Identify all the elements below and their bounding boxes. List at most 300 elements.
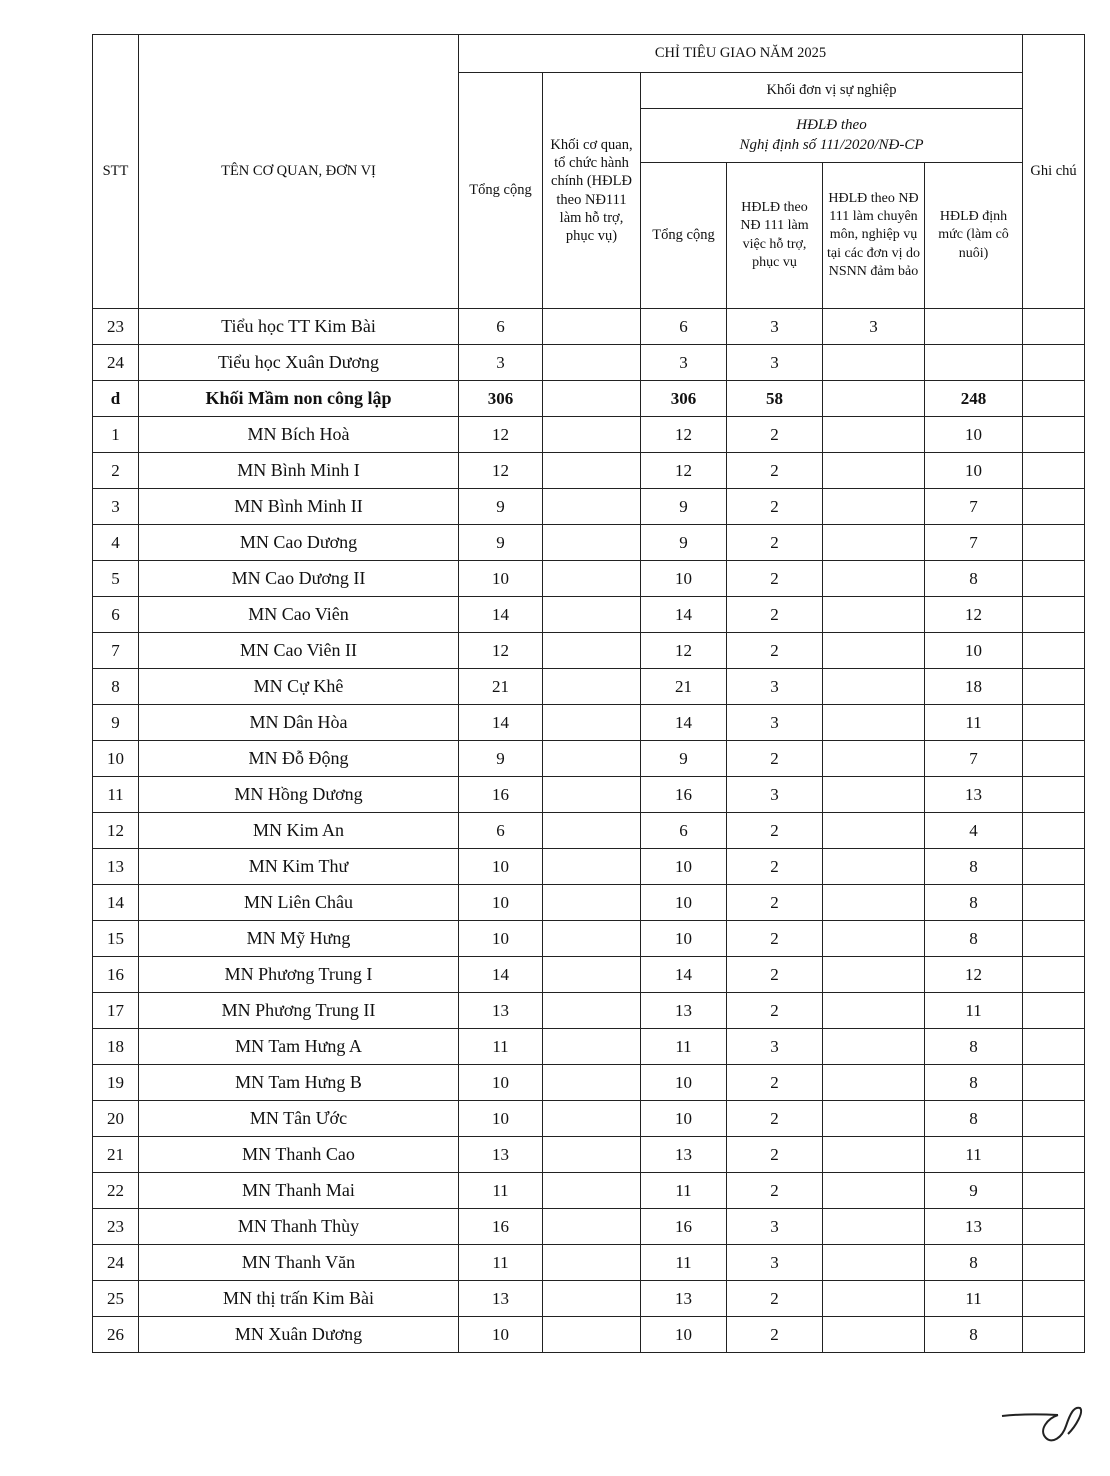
note-cell (1023, 1281, 1085, 1317)
support-cell: 2 (727, 417, 823, 453)
sub-total-cell: 10 (641, 561, 727, 597)
support-cell: 2 (727, 921, 823, 957)
admin-cell (543, 1101, 641, 1137)
sub-total-cell: 11 (641, 1245, 727, 1281)
unit-name-cell: MN Kim An (139, 813, 459, 849)
note-cell (1023, 921, 1085, 957)
note-cell (1023, 957, 1085, 993)
table-row (93, 1245, 1085, 1281)
stt-cell: 18 (93, 1029, 139, 1065)
total-cell: 12 (459, 453, 543, 489)
norm-cell: 9 (925, 1173, 1023, 1209)
total-cell: 10 (459, 1317, 543, 1353)
total-cell: 13 (459, 1137, 543, 1173)
support-cell: 2 (727, 633, 823, 669)
stt-cell: 6 (93, 597, 139, 633)
total-cell: 14 (459, 705, 543, 741)
norm-cell: 8 (925, 561, 1023, 597)
unit-name-cell: MN Thanh Mai (139, 1173, 459, 1209)
support-cell: 2 (727, 885, 823, 921)
signature-mark (1000, 1400, 1090, 1450)
header-admin-block: Khối cơ quan, tổ chức hành chính (HĐLĐ theo NĐ111 làm hỗ trợ, phục vụ) (543, 73, 641, 309)
admin-cell (543, 669, 641, 705)
unit-name-cell: MN Xuân Dương (139, 1317, 459, 1353)
note-cell (1023, 813, 1085, 849)
header-sub-total: Tổng cộng (641, 163, 727, 309)
stt-cell: 23 (93, 309, 139, 345)
support-cell: 2 (727, 1281, 823, 1317)
note-cell (1023, 309, 1085, 345)
note-cell (1023, 1245, 1085, 1281)
note-cell (1023, 417, 1085, 453)
note-cell (1023, 525, 1085, 561)
admin-cell (543, 885, 641, 921)
header-total: Tổng cộng (459, 73, 543, 309)
unit-name-cell: Tiểu học Xuân Dương (139, 345, 459, 381)
unit-name-cell: MN Đỗ Động (139, 741, 459, 777)
table-row (93, 525, 1085, 561)
norm-cell: 11 (925, 1281, 1023, 1317)
stt-cell: 26 (93, 1317, 139, 1353)
support-cell: 2 (727, 597, 823, 633)
sub-total-cell: 16 (641, 777, 727, 813)
professional-cell (823, 345, 925, 381)
note-cell (1023, 1137, 1085, 1173)
unit-name-cell: MN Bình Minh I (139, 453, 459, 489)
table-header (93, 35, 1085, 309)
table-row (93, 993, 1085, 1029)
note-cell (1023, 669, 1085, 705)
support-cell: 2 (727, 813, 823, 849)
table-row (93, 777, 1085, 813)
unit-name-cell: MN Bình Minh II (139, 489, 459, 525)
staffing-quota-table (92, 34, 1085, 1353)
unit-name-cell: MN Cao Viên II (139, 633, 459, 669)
table-row (93, 813, 1085, 849)
professional-cell (823, 381, 925, 417)
total-cell: 6 (459, 813, 543, 849)
professional-cell (823, 1065, 925, 1101)
header-hdld-line2: Nghị định số 111/2020/NĐ-CP (739, 136, 924, 153)
sub-total-cell: 10 (641, 1101, 727, 1137)
support-cell: 2 (727, 1065, 823, 1101)
total-cell: 10 (459, 1101, 543, 1137)
support-cell: 2 (727, 957, 823, 993)
admin-cell (543, 1029, 641, 1065)
professional-cell (823, 453, 925, 489)
table-row (93, 1317, 1085, 1353)
stt-cell: 21 (93, 1137, 139, 1173)
norm-cell: 8 (925, 849, 1023, 885)
admin-cell (543, 849, 641, 885)
admin-cell (543, 309, 641, 345)
support-cell: 2 (727, 525, 823, 561)
unit-name-cell: MN Phương Trung II (139, 993, 459, 1029)
norm-cell: 8 (925, 921, 1023, 957)
table-row (93, 705, 1085, 741)
unit-name-cell: MN Hồng Dương (139, 777, 459, 813)
norm-cell: 10 (925, 633, 1023, 669)
note-cell (1023, 345, 1085, 381)
note-cell (1023, 381, 1085, 417)
norm-cell: 7 (925, 489, 1023, 525)
sub-total-cell: 11 (641, 1029, 727, 1065)
quota-table-sheet (92, 34, 1085, 1353)
unit-name-cell: MN Cự Khê (139, 669, 459, 705)
sub-total-cell: 14 (641, 597, 727, 633)
sub-total-cell: 12 (641, 417, 727, 453)
norm-cell: 18 (925, 669, 1023, 705)
table-row (93, 345, 1085, 381)
unit-name-cell: MN Liên Châu (139, 885, 459, 921)
professional-cell (823, 1173, 925, 1209)
note-cell (1023, 1317, 1085, 1353)
table-row (93, 453, 1085, 489)
stt-cell: 3 (93, 489, 139, 525)
unit-name-cell: MN Tân Ước (139, 1101, 459, 1137)
note-cell (1023, 1173, 1085, 1209)
note-cell (1023, 777, 1085, 813)
unit-name-cell: MN Phương Trung I (139, 957, 459, 993)
total-cell: 9 (459, 489, 543, 525)
total-cell: 9 (459, 741, 543, 777)
norm-cell: 7 (925, 525, 1023, 561)
support-cell: 58 (727, 381, 823, 417)
total-cell: 11 (459, 1029, 543, 1065)
unit-name-cell: MN thị trấn Kim Bài (139, 1281, 459, 1317)
table-row (93, 921, 1085, 957)
table-row (93, 1173, 1085, 1209)
admin-cell (543, 417, 641, 453)
unit-name-cell: MN Kim Thư (139, 849, 459, 885)
professional-cell (823, 849, 925, 885)
admin-cell (543, 345, 641, 381)
total-cell: 14 (459, 957, 543, 993)
table-row (93, 561, 1085, 597)
support-cell: 3 (727, 705, 823, 741)
norm-cell: 13 (925, 777, 1023, 813)
norm-cell: 7 (925, 741, 1023, 777)
norm-cell: 8 (925, 1065, 1023, 1101)
support-cell: 2 (727, 561, 823, 597)
norm-cell: 11 (925, 1137, 1023, 1173)
stt-cell: 10 (93, 741, 139, 777)
unit-name-cell: Tiểu học TT Kim Bài (139, 309, 459, 345)
professional-cell (823, 1101, 925, 1137)
support-cell: 3 (727, 1245, 823, 1281)
unit-name-cell: MN Cao Viên (139, 597, 459, 633)
unit-name-cell: MN Bích Hoà (139, 417, 459, 453)
admin-cell (543, 957, 641, 993)
sub-total-cell: 9 (641, 741, 727, 777)
sub-total-cell: 16 (641, 1209, 727, 1245)
table-row (93, 1029, 1085, 1065)
stt-cell: 24 (93, 1245, 139, 1281)
support-cell: 3 (727, 777, 823, 813)
note-cell (1023, 1209, 1085, 1245)
professional-cell (823, 561, 925, 597)
professional-cell (823, 1317, 925, 1353)
professional-cell (823, 1281, 925, 1317)
norm-cell: 248 (925, 381, 1023, 417)
total-cell: 13 (459, 1281, 543, 1317)
support-cell: 3 (727, 345, 823, 381)
admin-cell (543, 489, 641, 525)
sub-total-cell: 12 (641, 633, 727, 669)
admin-cell (543, 381, 641, 417)
stt-cell: 7 (93, 633, 139, 669)
norm-cell: 10 (925, 417, 1023, 453)
table-row (93, 1281, 1085, 1317)
total-cell: 21 (459, 669, 543, 705)
stt-cell: d (93, 381, 139, 417)
support-cell: 2 (727, 1137, 823, 1173)
admin-cell (543, 1173, 641, 1209)
norm-cell (925, 309, 1023, 345)
unit-name-cell: MN Tam Hưng A (139, 1029, 459, 1065)
professional-cell (823, 741, 925, 777)
norm-cell: 12 (925, 597, 1023, 633)
note-cell (1023, 561, 1085, 597)
table-row (93, 849, 1085, 885)
admin-cell (543, 597, 641, 633)
stt-cell: 25 (93, 1281, 139, 1317)
table-row (93, 417, 1085, 453)
professional-cell (823, 417, 925, 453)
total-cell: 10 (459, 561, 543, 597)
total-cell: 306 (459, 381, 543, 417)
professional-cell (823, 489, 925, 525)
table-row (93, 1065, 1085, 1101)
table-row (93, 885, 1085, 921)
stt-cell: 23 (93, 1209, 139, 1245)
stt-cell: 22 (93, 1173, 139, 1209)
sub-total-cell: 13 (641, 993, 727, 1029)
professional-cell (823, 1209, 925, 1245)
total-cell: 10 (459, 921, 543, 957)
header-professional: HĐLĐ theo NĐ 111 làm chuyên môn, nghiệp vụ tại các đơn vị do NSNN đảm bảo (823, 163, 925, 309)
total-cell: 6 (459, 309, 543, 345)
unit-name-cell: MN Tam Hưng B (139, 1065, 459, 1101)
sub-total-cell: 21 (641, 669, 727, 705)
sub-total-cell: 306 (641, 381, 727, 417)
sub-total-cell: 9 (641, 525, 727, 561)
header-stt: STT (93, 35, 139, 309)
note-cell (1023, 741, 1085, 777)
support-cell: 2 (727, 1317, 823, 1353)
support-cell: 3 (727, 1209, 823, 1245)
header-hdld-decree (641, 109, 1023, 163)
stt-cell: 11 (93, 777, 139, 813)
total-cell: 14 (459, 597, 543, 633)
stt-cell: 2 (93, 453, 139, 489)
note-cell (1023, 489, 1085, 525)
admin-cell (543, 1137, 641, 1173)
total-cell: 11 (459, 1173, 543, 1209)
stt-cell: 4 (93, 525, 139, 561)
header-note: Ghi chú (1023, 35, 1085, 309)
professional-cell (823, 633, 925, 669)
admin-cell (543, 1245, 641, 1281)
support-cell: 2 (727, 453, 823, 489)
norm-cell: 8 (925, 1029, 1023, 1065)
sub-total-cell: 10 (641, 849, 727, 885)
table-row (93, 957, 1085, 993)
header-quota-2025: CHỈ TIÊU GIAO NĂM 2025 (459, 35, 1023, 73)
sub-total-cell: 10 (641, 1317, 727, 1353)
note-cell (1023, 1029, 1085, 1065)
unit-name-cell: MN Cao Dương (139, 525, 459, 561)
support-cell: 3 (727, 669, 823, 705)
admin-cell (543, 921, 641, 957)
norm-cell: 10 (925, 453, 1023, 489)
norm-cell: 8 (925, 885, 1023, 921)
total-cell: 13 (459, 993, 543, 1029)
admin-cell (543, 525, 641, 561)
total-cell: 12 (459, 417, 543, 453)
note-cell (1023, 705, 1085, 741)
unit-name-cell: MN Thanh Cao (139, 1137, 459, 1173)
table-row (93, 1101, 1085, 1137)
table-row (93, 597, 1085, 633)
professional-cell (823, 669, 925, 705)
note-cell (1023, 597, 1085, 633)
sub-total-cell: 14 (641, 705, 727, 741)
note-cell (1023, 993, 1085, 1029)
stt-cell: 1 (93, 417, 139, 453)
sub-total-cell: 12 (641, 453, 727, 489)
professional-cell (823, 1029, 925, 1065)
note-cell (1023, 849, 1085, 885)
professional-cell (823, 993, 925, 1029)
total-cell: 16 (459, 1209, 543, 1245)
professional-cell (823, 525, 925, 561)
table-row (93, 741, 1085, 777)
table-row (93, 489, 1085, 525)
total-cell: 11 (459, 1245, 543, 1281)
sub-total-cell: 3 (641, 345, 727, 381)
stt-cell: 9 (93, 705, 139, 741)
professional-cell (823, 1137, 925, 1173)
professional-cell (823, 777, 925, 813)
norm-cell: 11 (925, 705, 1023, 741)
total-cell: 10 (459, 885, 543, 921)
total-cell: 12 (459, 633, 543, 669)
norm-cell: 8 (925, 1317, 1023, 1353)
header-hdld-line1: HĐLĐ theo (796, 117, 867, 133)
sub-total-cell: 6 (641, 309, 727, 345)
professional-cell (823, 705, 925, 741)
note-cell (1023, 633, 1085, 669)
stt-cell: 24 (93, 345, 139, 381)
support-cell: 2 (727, 849, 823, 885)
admin-cell (543, 777, 641, 813)
admin-cell (543, 741, 641, 777)
unit-name-cell: MN Dân Hòa (139, 705, 459, 741)
support-cell: 3 (727, 1029, 823, 1065)
stt-cell: 17 (93, 993, 139, 1029)
stt-cell: 15 (93, 921, 139, 957)
professional-cell (823, 813, 925, 849)
table-row (93, 1137, 1085, 1173)
professional-cell (823, 597, 925, 633)
total-cell: 10 (459, 849, 543, 885)
admin-cell (543, 633, 641, 669)
support-cell: 2 (727, 1173, 823, 1209)
support-cell: 2 (727, 489, 823, 525)
professional-cell (823, 885, 925, 921)
admin-cell (543, 1065, 641, 1101)
stt-cell: 16 (93, 957, 139, 993)
sub-total-cell: 10 (641, 885, 727, 921)
total-cell: 10 (459, 1065, 543, 1101)
professional-cell (823, 1245, 925, 1281)
admin-cell (543, 1281, 641, 1317)
sub-total-cell: 11 (641, 1173, 727, 1209)
norm-cell: 8 (925, 1101, 1023, 1137)
stt-cell: 12 (93, 813, 139, 849)
note-cell (1023, 1101, 1085, 1137)
professional-cell (823, 957, 925, 993)
admin-cell (543, 813, 641, 849)
support-cell: 3 (727, 309, 823, 345)
professional-cell: 3 (823, 309, 925, 345)
header-public-service-block: Khối đơn vị sự nghiệp (641, 73, 1023, 109)
table-row (93, 381, 1085, 417)
sub-total-cell: 10 (641, 1065, 727, 1101)
table-row (93, 669, 1085, 705)
unit-name-cell: MN Thanh Văn (139, 1245, 459, 1281)
sub-total-cell: 6 (641, 813, 727, 849)
header-norm-nanny: HĐLĐ định mức (làm cô nuôi) (925, 163, 1023, 309)
stt-cell: 20 (93, 1101, 139, 1137)
professional-cell (823, 921, 925, 957)
norm-cell (925, 345, 1023, 381)
norm-cell: 13 (925, 1209, 1023, 1245)
admin-cell (543, 705, 641, 741)
stt-cell: 19 (93, 1065, 139, 1101)
stt-cell: 14 (93, 885, 139, 921)
unit-name-cell: MN Thanh Thùy (139, 1209, 459, 1245)
note-cell (1023, 1065, 1085, 1101)
admin-cell (543, 993, 641, 1029)
header-unit-name: TÊN CƠ QUAN, ĐƠN VỊ (139, 35, 459, 309)
norm-cell: 11 (925, 993, 1023, 1029)
table-row (93, 1209, 1085, 1245)
table-row (93, 309, 1085, 345)
sub-total-cell: 13 (641, 1281, 727, 1317)
total-cell: 9 (459, 525, 543, 561)
admin-cell (543, 561, 641, 597)
table-body (93, 309, 1085, 1353)
total-cell: 3 (459, 345, 543, 381)
unit-name-cell: Khối Mầm non công lập (139, 381, 459, 417)
note-cell (1023, 885, 1085, 921)
unit-name-cell: MN Mỹ Hưng (139, 921, 459, 957)
admin-cell (543, 1317, 641, 1353)
total-cell: 16 (459, 777, 543, 813)
norm-cell: 4 (925, 813, 1023, 849)
sub-total-cell: 9 (641, 489, 727, 525)
norm-cell: 12 (925, 957, 1023, 993)
stt-cell: 5 (93, 561, 139, 597)
stt-cell: 13 (93, 849, 139, 885)
admin-cell (543, 1209, 641, 1245)
norm-cell: 8 (925, 1245, 1023, 1281)
note-cell (1023, 453, 1085, 489)
unit-name-cell: MN Cao Dương II (139, 561, 459, 597)
sub-total-cell: 14 (641, 957, 727, 993)
